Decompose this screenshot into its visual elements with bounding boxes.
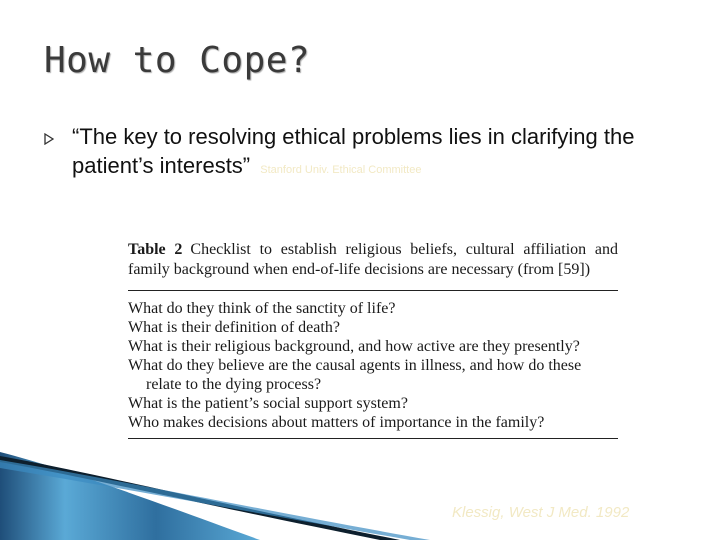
bullet-quote: “The key to resolving ethical problems lies in clarifying the patient’s interests” xyxy=(72,124,635,178)
table-item: What is their religious background, and how active are they presently? xyxy=(128,338,580,355)
bullet-citation: Stanford Univ. Ethical Committee xyxy=(260,164,422,176)
table-item: What do they believe are the causal agents in illness, and how do these relate to the dying process? xyxy=(128,357,582,393)
triangle-right-icon xyxy=(44,130,54,149)
table-caption-text: Checklist to establish religious beliefs, cultural affiliation and family background when end-of-life decisions are necessary (from [59]) xyxy=(128,241,618,278)
table-item: What is the patient’s social support system? xyxy=(128,395,408,412)
swoosh-decoration xyxy=(0,430,720,540)
checklist-table xyxy=(128,240,618,439)
table-top-rule xyxy=(128,290,618,291)
table-item: What is their definition of death? xyxy=(128,319,340,336)
slide-title: How to Cope? xyxy=(44,40,311,81)
table-item: Who makes decisions about matters of importance in the family? xyxy=(128,414,545,431)
bottom-citation: Klessig, West J Med. 1992 xyxy=(452,504,630,521)
table-label: Table 2 xyxy=(128,241,183,258)
table-item: What do they think of the sanctity of life? xyxy=(128,300,396,317)
table-item-list xyxy=(128,299,618,432)
table-caption xyxy=(128,240,618,280)
bullet-text xyxy=(72,122,692,185)
